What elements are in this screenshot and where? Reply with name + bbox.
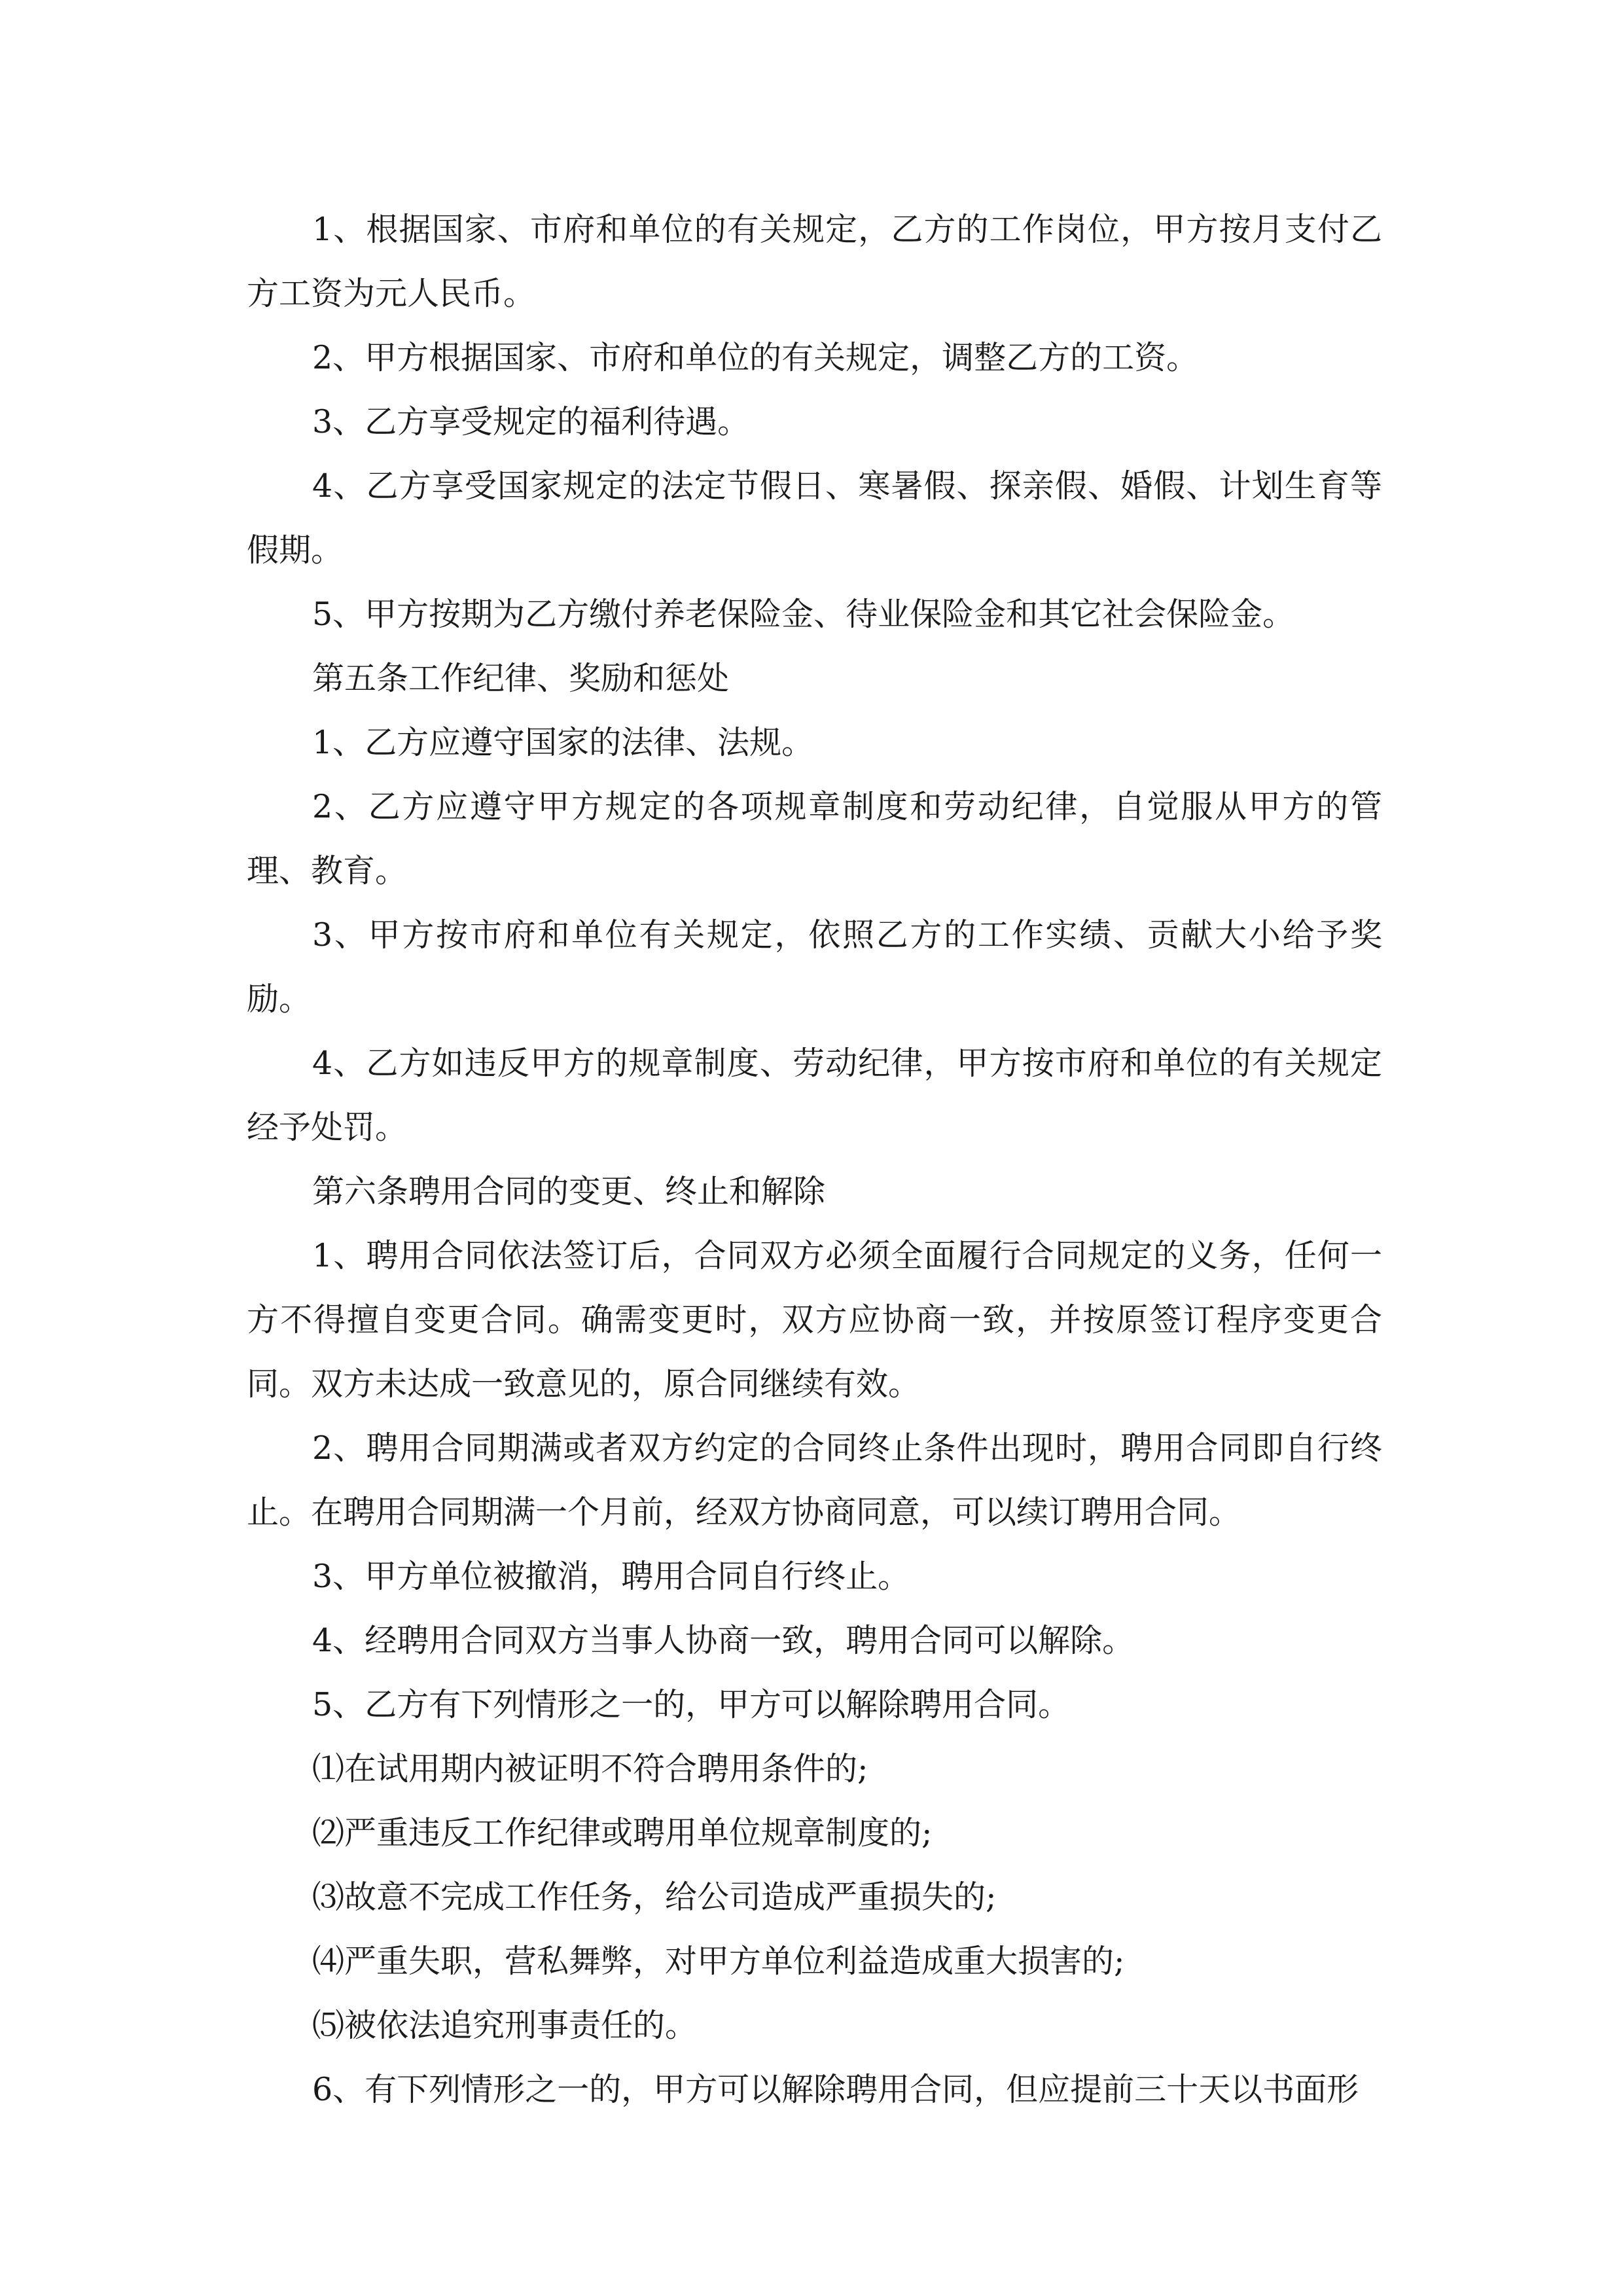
clause-4-item-1: 1、根据国家、市府和单位的有关规定，乙方的工作岗位，甲方按月支付乙方工资为元人民币。	[247, 211, 1382, 312]
clause-5-item-3: 3、甲方按市府和单位有关规定，依照乙方的工作实绩、贡献大小给予奖励。	[247, 916, 1382, 1018]
clause-6-item-5-sub-3: ⑶故意不完成工作任务，给公司造成严重损失的;	[312, 1878, 997, 1916]
clause-6-item-2: 2、聘用合同期满或者双方约定的合同终止条件出现时，聘用合同即自行终止。在聘用合同期满一个月前，经双方协商同意，可以续订聘用合同。	[247, 1429, 1382, 1531]
clause-6-item-5-sub-1: ⑴在试用期内被证明不符合聘用条件的;	[312, 1750, 868, 1787]
clause-4-item-4: 4、乙方享受国家规定的法定节假日、寒暑假、探亲假、婚假、计划生育等假期。	[247, 467, 1382, 569]
clause-6-item-4: 4、经聘用合同双方当事人协商一致，聘用合同可以解除。	[312, 1622, 1135, 1659]
clause-6-item-1: 1、聘用合同依法签订后，合同双方必须全面履行合同规定的义务，任何一方不得擅自变更合同。确需变更时，双方应协商一致，并按原签订程序变更合同。双方未达成一致意见的，原合同继续有效。	[247, 1237, 1382, 1403]
clause-6-item-5-sub-2: ⑵严重违反工作纪律或聘用单位规章制度的;	[312, 1814, 933, 1852]
clause-6-item-6: 6、有下列情形之一的，甲方可以解除聘用合同，但应提前三十天以书面形	[312, 2071, 1359, 2108]
clause-6-item-3: 3、甲方单位被撤消，聘用合同自行终止。	[312, 1558, 910, 1595]
clause-5-item-2: 2、乙方应遵守甲方规定的各项规章制度和劳动纪律，自觉服从甲方的管理、教育。	[247, 788, 1382, 889]
clause-5-heading: 第五条工作纪律、奖励和惩处	[312, 660, 730, 697]
clause-4-item-2: 2、甲方根据国家、市府和单位的有关规定，调整乙方的工资。	[312, 339, 1199, 376]
clause-6-heading: 第六条聘用合同的变更、终止和解除	[312, 1173, 826, 1210]
clause-5-item-1: 1、乙方应遵守国家的法律、法规。	[312, 724, 814, 761]
clause-6-item-5-sub-5: ⑸被依法追究刑事责任的。	[312, 2007, 698, 2044]
clause-4-item-3: 3、乙方享受规定的福利待遇。	[312, 403, 750, 440]
clause-5-item-4: 4、乙方如违反甲方的规章制度、劳动纪律，甲方按市府和单位的有关规定经予处罚。	[247, 1045, 1382, 1146]
clause-6-item-5: 5、乙方有下列情形之一的，甲方可以解除聘用合同。	[312, 1686, 1071, 1723]
clause-4-item-5: 5、甲方按期为乙方缴付养老保险金、待业保险金和其它社会保险金。	[312, 596, 1295, 633]
document-body	[247, 198, 1382, 2122]
clause-6-item-5-sub-4: ⑷严重失职，营私舞弊，对甲方单位利益造成重大损害的;	[312, 1943, 1125, 1980]
